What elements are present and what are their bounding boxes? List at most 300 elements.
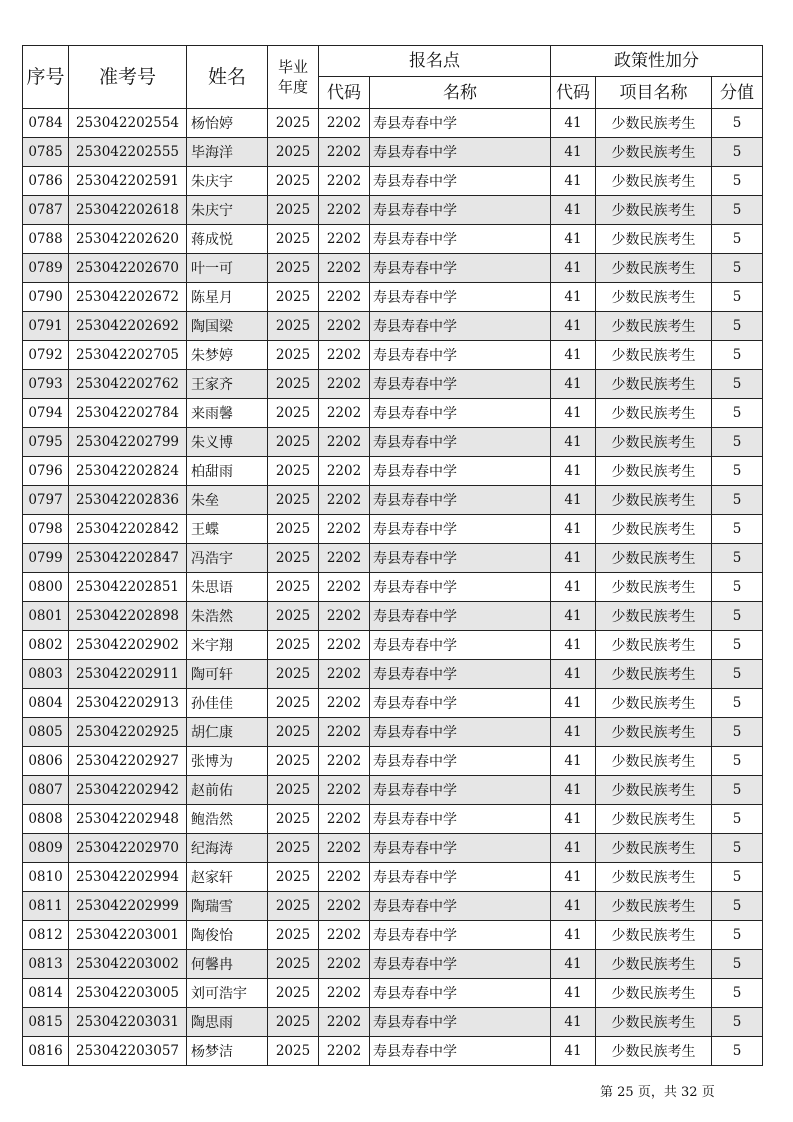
cell-site-name: 寿县寿春中学 <box>370 892 551 921</box>
cell-exam-no: 253042202913 <box>69 689 187 718</box>
cell-site-name: 寿县寿春中学 <box>370 689 551 718</box>
footer-prefix: 第 <box>600 1085 614 1100</box>
cell-name: 朱思语 <box>187 573 268 602</box>
cell-policy-score: 5 <box>712 834 763 863</box>
cell-exam-no: 253042202847 <box>69 544 187 573</box>
cell-policy-item: 少数民族考生 <box>596 225 712 254</box>
cell-policy-code: 41 <box>551 486 596 515</box>
cell-site-code: 2202 <box>319 167 370 196</box>
table-row <box>23 718 763 747</box>
cell-seq: 0787 <box>23 196 69 225</box>
cell-policy-item: 少数民族考生 <box>596 254 712 283</box>
table-row <box>23 631 763 660</box>
header-site-name: 名称 <box>370 77 551 109</box>
cell-site-name: 寿县寿春中学 <box>370 370 551 399</box>
cell-policy-score: 5 <box>712 544 763 573</box>
cell-grad-year: 2025 <box>268 776 319 805</box>
cell-site-code: 2202 <box>319 834 370 863</box>
cell-grad-year: 2025 <box>268 167 319 196</box>
cell-seq: 0795 <box>23 428 69 457</box>
cell-grad-year: 2025 <box>268 892 319 921</box>
cell-seq: 0806 <box>23 747 69 776</box>
cell-policy-code: 41 <box>551 457 596 486</box>
header-site-code: 代码 <box>319 77 370 109</box>
cell-seq: 0807 <box>23 776 69 805</box>
cell-site-code: 2202 <box>319 283 370 312</box>
cell-policy-code: 41 <box>551 834 596 863</box>
cell-grad-year: 2025 <box>268 921 319 950</box>
cell-seq: 0804 <box>23 689 69 718</box>
cell-name: 赵前佑 <box>187 776 268 805</box>
cell-name: 陈星月 <box>187 283 268 312</box>
cell-site-name: 寿县寿春中学 <box>370 225 551 254</box>
cell-grad-year: 2025 <box>268 544 319 573</box>
cell-site-code: 2202 <box>319 1008 370 1037</box>
cell-policy-score: 5 <box>712 921 763 950</box>
cell-name: 朱浩然 <box>187 602 268 631</box>
header-policy-code: 代码 <box>551 77 596 109</box>
cell-exam-no: 253042203005 <box>69 979 187 1008</box>
cell-grad-year: 2025 <box>268 631 319 660</box>
cell-seq: 0798 <box>23 515 69 544</box>
cell-exam-no: 253042203002 <box>69 950 187 979</box>
cell-policy-code: 41 <box>551 689 596 718</box>
table-row <box>23 544 763 573</box>
cell-policy-code: 41 <box>551 979 596 1008</box>
cell-policy-code: 41 <box>551 283 596 312</box>
cell-policy-item: 少数民族考生 <box>596 747 712 776</box>
cell-policy-item: 少数民族考生 <box>596 921 712 950</box>
cell-seq: 0802 <box>23 631 69 660</box>
cell-policy-item: 少数民族考生 <box>596 138 712 167</box>
cell-exam-no: 253042202799 <box>69 428 187 457</box>
cell-seq: 0790 <box>23 283 69 312</box>
footer-current-page: 25 <box>617 1085 634 1100</box>
table-body <box>23 109 763 1066</box>
cell-site-name: 寿县寿春中学 <box>370 167 551 196</box>
cell-site-name: 寿县寿春中学 <box>370 515 551 544</box>
cell-policy-code: 41 <box>551 341 596 370</box>
cell-name: 朱垒 <box>187 486 268 515</box>
cell-policy-code: 41 <box>551 921 596 950</box>
cell-grad-year: 2025 <box>268 399 319 428</box>
cell-grad-year: 2025 <box>268 689 319 718</box>
cell-policy-code: 41 <box>551 863 596 892</box>
cell-policy-score: 5 <box>712 631 763 660</box>
cell-grad-year: 2025 <box>268 1037 319 1066</box>
cell-policy-item: 少数民族考生 <box>596 776 712 805</box>
cell-exam-no: 253042203031 <box>69 1008 187 1037</box>
cell-exam-no: 253042202620 <box>69 225 187 254</box>
cell-site-code: 2202 <box>319 747 370 776</box>
cell-policy-code: 41 <box>551 428 596 457</box>
cell-exam-no: 253042202898 <box>69 602 187 631</box>
cell-exam-no: 253042202692 <box>69 312 187 341</box>
cell-name: 来雨馨 <box>187 399 268 428</box>
cell-policy-score: 5 <box>712 892 763 921</box>
cell-grad-year: 2025 <box>268 109 319 138</box>
cell-site-name: 寿县寿春中学 <box>370 196 551 225</box>
cell-site-code: 2202 <box>319 109 370 138</box>
cell-policy-score: 5 <box>712 196 763 225</box>
header-site-group: 报名点 <box>319 46 551 77</box>
cell-exam-no: 253042202925 <box>69 718 187 747</box>
cell-site-name: 寿县寿春中学 <box>370 834 551 863</box>
cell-policy-code: 41 <box>551 225 596 254</box>
cell-seq: 0803 <box>23 660 69 689</box>
cell-policy-score: 5 <box>712 950 763 979</box>
cell-policy-score: 5 <box>712 341 763 370</box>
cell-policy-item: 少数民族考生 <box>596 399 712 428</box>
cell-policy-code: 41 <box>551 370 596 399</box>
cell-name: 陶思雨 <box>187 1008 268 1037</box>
table-row <box>23 138 763 167</box>
table-row <box>23 660 763 689</box>
header-policy-item: 项目名称 <box>596 77 712 109</box>
cell-site-code: 2202 <box>319 921 370 950</box>
table-row <box>23 776 763 805</box>
cell-exam-no: 253042202670 <box>69 254 187 283</box>
cell-policy-code: 41 <box>551 312 596 341</box>
cell-grad-year: 2025 <box>268 834 319 863</box>
cell-seq: 0797 <box>23 486 69 515</box>
table-row <box>23 196 763 225</box>
cell-seq: 0789 <box>23 254 69 283</box>
table-row <box>23 225 763 254</box>
cell-policy-item: 少数民族考生 <box>596 341 712 370</box>
cell-policy-item: 少数民族考生 <box>596 167 712 196</box>
cell-site-code: 2202 <box>319 254 370 283</box>
cell-name: 朱庆宁 <box>187 196 268 225</box>
cell-policy-item: 少数民族考生 <box>596 1008 712 1037</box>
cell-site-name: 寿县寿春中学 <box>370 486 551 515</box>
cell-exam-no: 253042202672 <box>69 283 187 312</box>
cell-policy-score: 5 <box>712 167 763 196</box>
cell-policy-code: 41 <box>551 399 596 428</box>
cell-policy-item: 少数民族考生 <box>596 1037 712 1066</box>
page-footer <box>600 1081 715 1100</box>
cell-seq: 0786 <box>23 167 69 196</box>
cell-grad-year: 2025 <box>268 747 319 776</box>
cell-policy-score: 5 <box>712 1037 763 1066</box>
cell-seq: 0800 <box>23 573 69 602</box>
cell-policy-code: 41 <box>551 167 596 196</box>
cell-policy-item: 少数民族考生 <box>596 573 712 602</box>
cell-name: 何馨冉 <box>187 950 268 979</box>
table-row <box>23 747 763 776</box>
table-row <box>23 457 763 486</box>
cell-name: 陶俊怡 <box>187 921 268 950</box>
cell-site-code: 2202 <box>319 863 370 892</box>
cell-site-name: 寿县寿春中学 <box>370 602 551 631</box>
header-policy-group: 政策性加分 <box>551 46 763 77</box>
table-row <box>23 1037 763 1066</box>
cell-site-name: 寿县寿春中学 <box>370 1008 551 1037</box>
header-name: 姓名 <box>187 46 268 109</box>
cell-site-name: 寿县寿春中学 <box>370 573 551 602</box>
cell-name: 孙佳佳 <box>187 689 268 718</box>
cell-name: 陶国梁 <box>187 312 268 341</box>
cell-exam-no: 253042202555 <box>69 138 187 167</box>
cell-policy-item: 少数民族考生 <box>596 515 712 544</box>
cell-grad-year: 2025 <box>268 718 319 747</box>
cell-policy-code: 41 <box>551 138 596 167</box>
cell-policy-code: 41 <box>551 573 596 602</box>
cell-name: 毕海洋 <box>187 138 268 167</box>
table-row <box>23 921 763 950</box>
cell-policy-score: 5 <box>712 689 763 718</box>
cell-site-name: 寿县寿春中学 <box>370 138 551 167</box>
cell-policy-item: 少数民族考生 <box>596 892 712 921</box>
cell-seq: 0788 <box>23 225 69 254</box>
cell-policy-code: 41 <box>551 747 596 776</box>
cell-grad-year: 2025 <box>268 370 319 399</box>
cell-grad-year: 2025 <box>268 602 319 631</box>
cell-seq: 0814 <box>23 979 69 1008</box>
cell-policy-score: 5 <box>712 660 763 689</box>
cell-name: 蒋成悦 <box>187 225 268 254</box>
footer-total-pages: 32 <box>681 1085 698 1100</box>
cell-grad-year: 2025 <box>268 1008 319 1037</box>
cell-name: 陶可轩 <box>187 660 268 689</box>
cell-policy-code: 41 <box>551 950 596 979</box>
table-row <box>23 283 763 312</box>
cell-policy-code: 41 <box>551 1008 596 1037</box>
table-row <box>23 863 763 892</box>
cell-name: 朱庆宇 <box>187 167 268 196</box>
cell-grad-year: 2025 <box>268 225 319 254</box>
cell-policy-item: 少数民族考生 <box>596 457 712 486</box>
cell-site-code: 2202 <box>319 399 370 428</box>
table-row <box>23 312 763 341</box>
cell-grad-year: 2025 <box>268 457 319 486</box>
cell-grad-year: 2025 <box>268 950 319 979</box>
cell-exam-no: 253042202927 <box>69 747 187 776</box>
cell-grad-year: 2025 <box>268 805 319 834</box>
cell-name: 冯浩宇 <box>187 544 268 573</box>
table-row <box>23 950 763 979</box>
header-seq: 序号 <box>23 46 69 109</box>
cell-site-name: 寿县寿春中学 <box>370 341 551 370</box>
cell-site-code: 2202 <box>319 225 370 254</box>
cell-site-code: 2202 <box>319 776 370 805</box>
cell-site-code: 2202 <box>319 486 370 515</box>
cell-site-code: 2202 <box>319 196 370 225</box>
cell-seq: 0808 <box>23 805 69 834</box>
table-row <box>23 689 763 718</box>
cell-policy-item: 少数民族考生 <box>596 718 712 747</box>
cell-seq: 0784 <box>23 109 69 138</box>
cell-name: 张博为 <box>187 747 268 776</box>
cell-grad-year: 2025 <box>268 254 319 283</box>
cell-policy-item: 少数民族考生 <box>596 312 712 341</box>
cell-policy-item: 少数民族考生 <box>596 196 712 225</box>
cell-policy-code: 41 <box>551 109 596 138</box>
cell-policy-item: 少数民族考生 <box>596 660 712 689</box>
cell-site-name: 寿县寿春中学 <box>370 283 551 312</box>
cell-site-code: 2202 <box>319 457 370 486</box>
cell-exam-no: 253042202999 <box>69 892 187 921</box>
cell-site-code: 2202 <box>319 979 370 1008</box>
roster-table <box>22 45 763 1066</box>
cell-exam-no: 253042202948 <box>69 805 187 834</box>
cell-site-code: 2202 <box>319 312 370 341</box>
table-row <box>23 341 763 370</box>
cell-site-code: 2202 <box>319 689 370 718</box>
cell-exam-no: 253042202591 <box>69 167 187 196</box>
cell-policy-code: 41 <box>551 515 596 544</box>
table-row <box>23 515 763 544</box>
cell-grad-year: 2025 <box>268 979 319 1008</box>
header-grad-year-line2: 年度 <box>277 78 308 96</box>
cell-site-name: 寿县寿春中学 <box>370 921 551 950</box>
table-row <box>23 834 763 863</box>
cell-site-name: 寿县寿春中学 <box>370 428 551 457</box>
cell-policy-score: 5 <box>712 254 763 283</box>
cell-exam-no: 253042202942 <box>69 776 187 805</box>
cell-policy-code: 41 <box>551 718 596 747</box>
cell-name: 朱义博 <box>187 428 268 457</box>
cell-site-name: 寿县寿春中学 <box>370 979 551 1008</box>
cell-site-name: 寿县寿春中学 <box>370 399 551 428</box>
cell-exam-no: 253042202994 <box>69 863 187 892</box>
cell-policy-score: 5 <box>712 1008 763 1037</box>
cell-name: 赵家轩 <box>187 863 268 892</box>
cell-seq: 0805 <box>23 718 69 747</box>
cell-policy-item: 少数民族考生 <box>596 805 712 834</box>
cell-site-code: 2202 <box>319 428 370 457</box>
cell-seq: 0810 <box>23 863 69 892</box>
cell-policy-score: 5 <box>712 573 763 602</box>
table-row <box>23 979 763 1008</box>
cell-site-name: 寿县寿春中学 <box>370 312 551 341</box>
cell-site-code: 2202 <box>319 370 370 399</box>
cell-site-code: 2202 <box>319 515 370 544</box>
cell-site-code: 2202 <box>319 1037 370 1066</box>
cell-name: 杨怡婷 <box>187 109 268 138</box>
cell-seq: 0801 <box>23 602 69 631</box>
cell-name: 杨梦洁 <box>187 1037 268 1066</box>
cell-policy-score: 5 <box>712 138 763 167</box>
table-row <box>23 486 763 515</box>
cell-site-code: 2202 <box>319 544 370 573</box>
cell-name: 刘可浩宇 <box>187 979 268 1008</box>
cell-policy-score: 5 <box>712 718 763 747</box>
cell-policy-code: 41 <box>551 776 596 805</box>
cell-policy-score: 5 <box>712 283 763 312</box>
cell-site-code: 2202 <box>319 602 370 631</box>
cell-name: 朱梦婷 <box>187 341 268 370</box>
cell-site-name: 寿县寿春中学 <box>370 1037 551 1066</box>
cell-name: 柏甜雨 <box>187 457 268 486</box>
cell-site-code: 2202 <box>319 341 370 370</box>
cell-exam-no: 253042202902 <box>69 631 187 660</box>
cell-site-code: 2202 <box>319 138 370 167</box>
cell-policy-item: 少数民族考生 <box>596 602 712 631</box>
cell-policy-score: 5 <box>712 370 763 399</box>
table-row <box>23 254 763 283</box>
cell-grad-year: 2025 <box>268 660 319 689</box>
cell-policy-code: 41 <box>551 544 596 573</box>
table-row <box>23 602 763 631</box>
cell-grad-year: 2025 <box>268 863 319 892</box>
cell-site-name: 寿县寿春中学 <box>370 805 551 834</box>
cell-site-name: 寿县寿春中学 <box>370 457 551 486</box>
cell-seq: 0809 <box>23 834 69 863</box>
cell-policy-score: 5 <box>712 399 763 428</box>
cell-seq: 0799 <box>23 544 69 573</box>
cell-policy-item: 少数民族考生 <box>596 631 712 660</box>
cell-grad-year: 2025 <box>268 573 319 602</box>
cell-exam-no: 253042203057 <box>69 1037 187 1066</box>
table-row <box>23 573 763 602</box>
cell-site-code: 2202 <box>319 805 370 834</box>
cell-policy-item: 少数民族考生 <box>596 486 712 515</box>
cell-policy-code: 41 <box>551 660 596 689</box>
cell-seq: 0812 <box>23 921 69 950</box>
cell-policy-item: 少数民族考生 <box>596 689 712 718</box>
cell-grad-year: 2025 <box>268 196 319 225</box>
cell-site-name: 寿县寿春中学 <box>370 950 551 979</box>
cell-seq: 0813 <box>23 950 69 979</box>
cell-seq: 0785 <box>23 138 69 167</box>
cell-grad-year: 2025 <box>268 428 319 457</box>
cell-policy-item: 少数民族考生 <box>596 950 712 979</box>
cell-seq: 0792 <box>23 341 69 370</box>
cell-exam-no: 253042202970 <box>69 834 187 863</box>
footer-middle: 页，共 <box>637 1085 677 1100</box>
cell-site-code: 2202 <box>319 718 370 747</box>
cell-site-name: 寿县寿春中学 <box>370 254 551 283</box>
cell-policy-code: 41 <box>551 196 596 225</box>
cell-policy-score: 5 <box>712 515 763 544</box>
cell-exam-no: 253042202836 <box>69 486 187 515</box>
table-row <box>23 167 763 196</box>
cell-exam-no: 253042202851 <box>69 573 187 602</box>
cell-policy-item: 少数民族考生 <box>596 544 712 573</box>
header-exam-no: 准考号 <box>69 46 187 109</box>
table-row <box>23 805 763 834</box>
cell-exam-no: 253042202762 <box>69 370 187 399</box>
cell-name: 米宇翔 <box>187 631 268 660</box>
cell-exam-no: 253042202705 <box>69 341 187 370</box>
cell-policy-score: 5 <box>712 109 763 138</box>
cell-exam-no: 253042202824 <box>69 457 187 486</box>
cell-grad-year: 2025 <box>268 515 319 544</box>
cell-seq: 0793 <box>23 370 69 399</box>
cell-policy-score: 5 <box>712 312 763 341</box>
cell-grad-year: 2025 <box>268 138 319 167</box>
header-policy-score: 分值 <box>712 77 763 109</box>
cell-name: 王蝶 <box>187 515 268 544</box>
cell-seq: 0811 <box>23 892 69 921</box>
cell-policy-score: 5 <box>712 805 763 834</box>
cell-exam-no: 253042202842 <box>69 515 187 544</box>
cell-name: 胡仁康 <box>187 718 268 747</box>
cell-grad-year: 2025 <box>268 341 319 370</box>
cell-name: 叶一可 <box>187 254 268 283</box>
header-grad-year <box>268 46 319 109</box>
cell-seq: 0816 <box>23 1037 69 1066</box>
cell-exam-no: 253042203001 <box>69 921 187 950</box>
cell-exam-no: 253042202911 <box>69 660 187 689</box>
cell-policy-code: 41 <box>551 254 596 283</box>
cell-grad-year: 2025 <box>268 283 319 312</box>
cell-policy-item: 少数民族考生 <box>596 370 712 399</box>
cell-grad-year: 2025 <box>268 486 319 515</box>
table-row <box>23 1008 763 1037</box>
header-grad-year-line1: 毕业 <box>277 58 308 76</box>
